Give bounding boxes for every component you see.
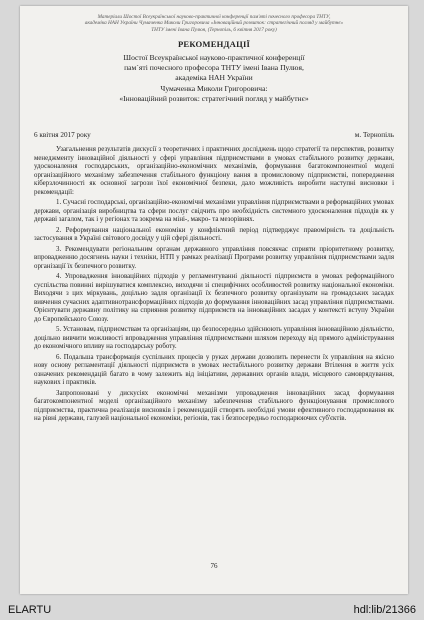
paragraph: 2. Реформування національної економіки у конфліктний період підтверджує правомірність та доцільність застосування в Україні світового досвіду у цій сфері діяльності. (34, 226, 394, 242)
paragraph: 1. Сучасні господарські, організаційно-економічні механізми управління підприємствами в реформаційних умовах держави, організація виробництва та сфери послуг свідчить про необхідність системного удосконалення підходів як у державі загалом, так і у регіонах та зокрема на міні-, макро- та мезорівнях. (34, 199, 394, 223)
paragraph: Узагальнення результатів дискусії з теоретичних і практичних досліджень щодо стратегії та перспектив, розвитку менеджменту інноваційної діяльності у сфері управління підприємствами в умовах стабільного розвитку держави, удосконалення господарських, організаційно-економічних механізмів, формування багатокомпонентної моделі організаційного механізму забезпечення стабільного функціону вання в промисловому підприємстві, попередження кіберзлочинності як основної загрози їхої економічної безпеки, дало можливість виробити наступні висновки і рекомендації: (34, 146, 394, 196)
running-header-line: Матеріали Шостої Всеукраїнської науково-практичної конференції пам'яті почесного професора ТНТУ, (97, 14, 331, 20)
document-city: м. Тернопіль (354, 131, 394, 139)
running-header (20, 14, 408, 33)
paragraph: 6. Подальша трансформація суспільних процесів у руках держави дозволить перенести їх управління на якісно нову основу регламентації діяльності підприємств в умовах нестабільного розвитку держави Втілення в життя усіх означених рекомендацій багато в чому залежить від ініціативи, державних органів влади, місцевого самоврядування, наукових і практиків. (34, 353, 394, 386)
subtitle-line: Шостої Всеукраїнської науково-практичної конференції (123, 53, 305, 62)
document-subtitle (20, 53, 408, 104)
document-date: 6 квітня 2017 року (34, 131, 91, 139)
document-body (34, 146, 394, 426)
running-header-line: академіка НАН України Чумаченка Миколи Григоровича «Інноваційний розвиток: стратегічний погляд у майбутнє» (84, 20, 344, 27)
subtitle-line: Чумаченка Миколи Григоровича: (160, 83, 268, 93)
paragraph: 3. Рекомендувати регіональним органам державного управління повсякчас сприяти пріоритетному розвитку, впровадженню досягнень науки і техніки, НТП у рамках реалізації Програми розвитку управління підприємствами задля організації їх безпечного розвитку. (34, 245, 394, 270)
date-line (34, 131, 394, 139)
document-title: РЕКОМЕНДАЦІЇ (177, 39, 251, 49)
subtitle-line: академіка НАН України (175, 73, 253, 83)
subtitle-line: пам`яті почесного професора ТНТУ імені Івана Пулюя, (124, 63, 304, 73)
document-page (20, 6, 408, 594)
running-header-line: ТНТУ імені Івана Пулюя, (Тернопіль, 6 квітня 2017 року) (151, 26, 277, 33)
paragraph: 5. Установам, підприємствам та організаціям, що безпосередньо здійснюють управління інноваційною діяльністю, доцільно вивчити можливості впровадження управління підприємствами шляхом переходу від прямого адміністрування до економічного впливу на господарську роботу. (34, 326, 394, 350)
subtitle-line: «Інноваційний розвиток: стратегічний погляд у майбутнє» (119, 93, 309, 103)
page-number: 76 (210, 562, 218, 570)
paragraph: Запропоновані у дискусіях економічні механізми упровадження інноваційних засад формування багатокомпонентної моделі організаційного механізму забезпечення стабільного функціонування промислового підприємства, практична реалізація висновків і рекомендацій створять необхідні умови ефективного господарювання як на рівні держави, галузей національної економіки, регіонів, так і безпосередньо господарюючих суб'єктів. (34, 389, 394, 422)
handle-identifier: hdl:lib/21366 (353, 604, 416, 616)
paragraph: 4. Упровадження інноваційних підходів у регламентуванні діяльності підприємств в умовах реформаційного суспільства повинні вирішуватися комплексно, виходячи зі специфічних особливостей розвитку національної економіки. Виходячи з цих міркувань, доцільно задля організації їх безпечного розвитку організувати на громадських засадах вивчення сучасних адаптивнотрансформаційних підходів до формування інноваційних засад управління підприємствами. Орієнтувати державну політику на сприяння розвитку підприємств на інноваційних засадах у контексті вступу України до Європейського Союзу. (34, 273, 394, 323)
repository-label: ELARTU (8, 604, 52, 616)
